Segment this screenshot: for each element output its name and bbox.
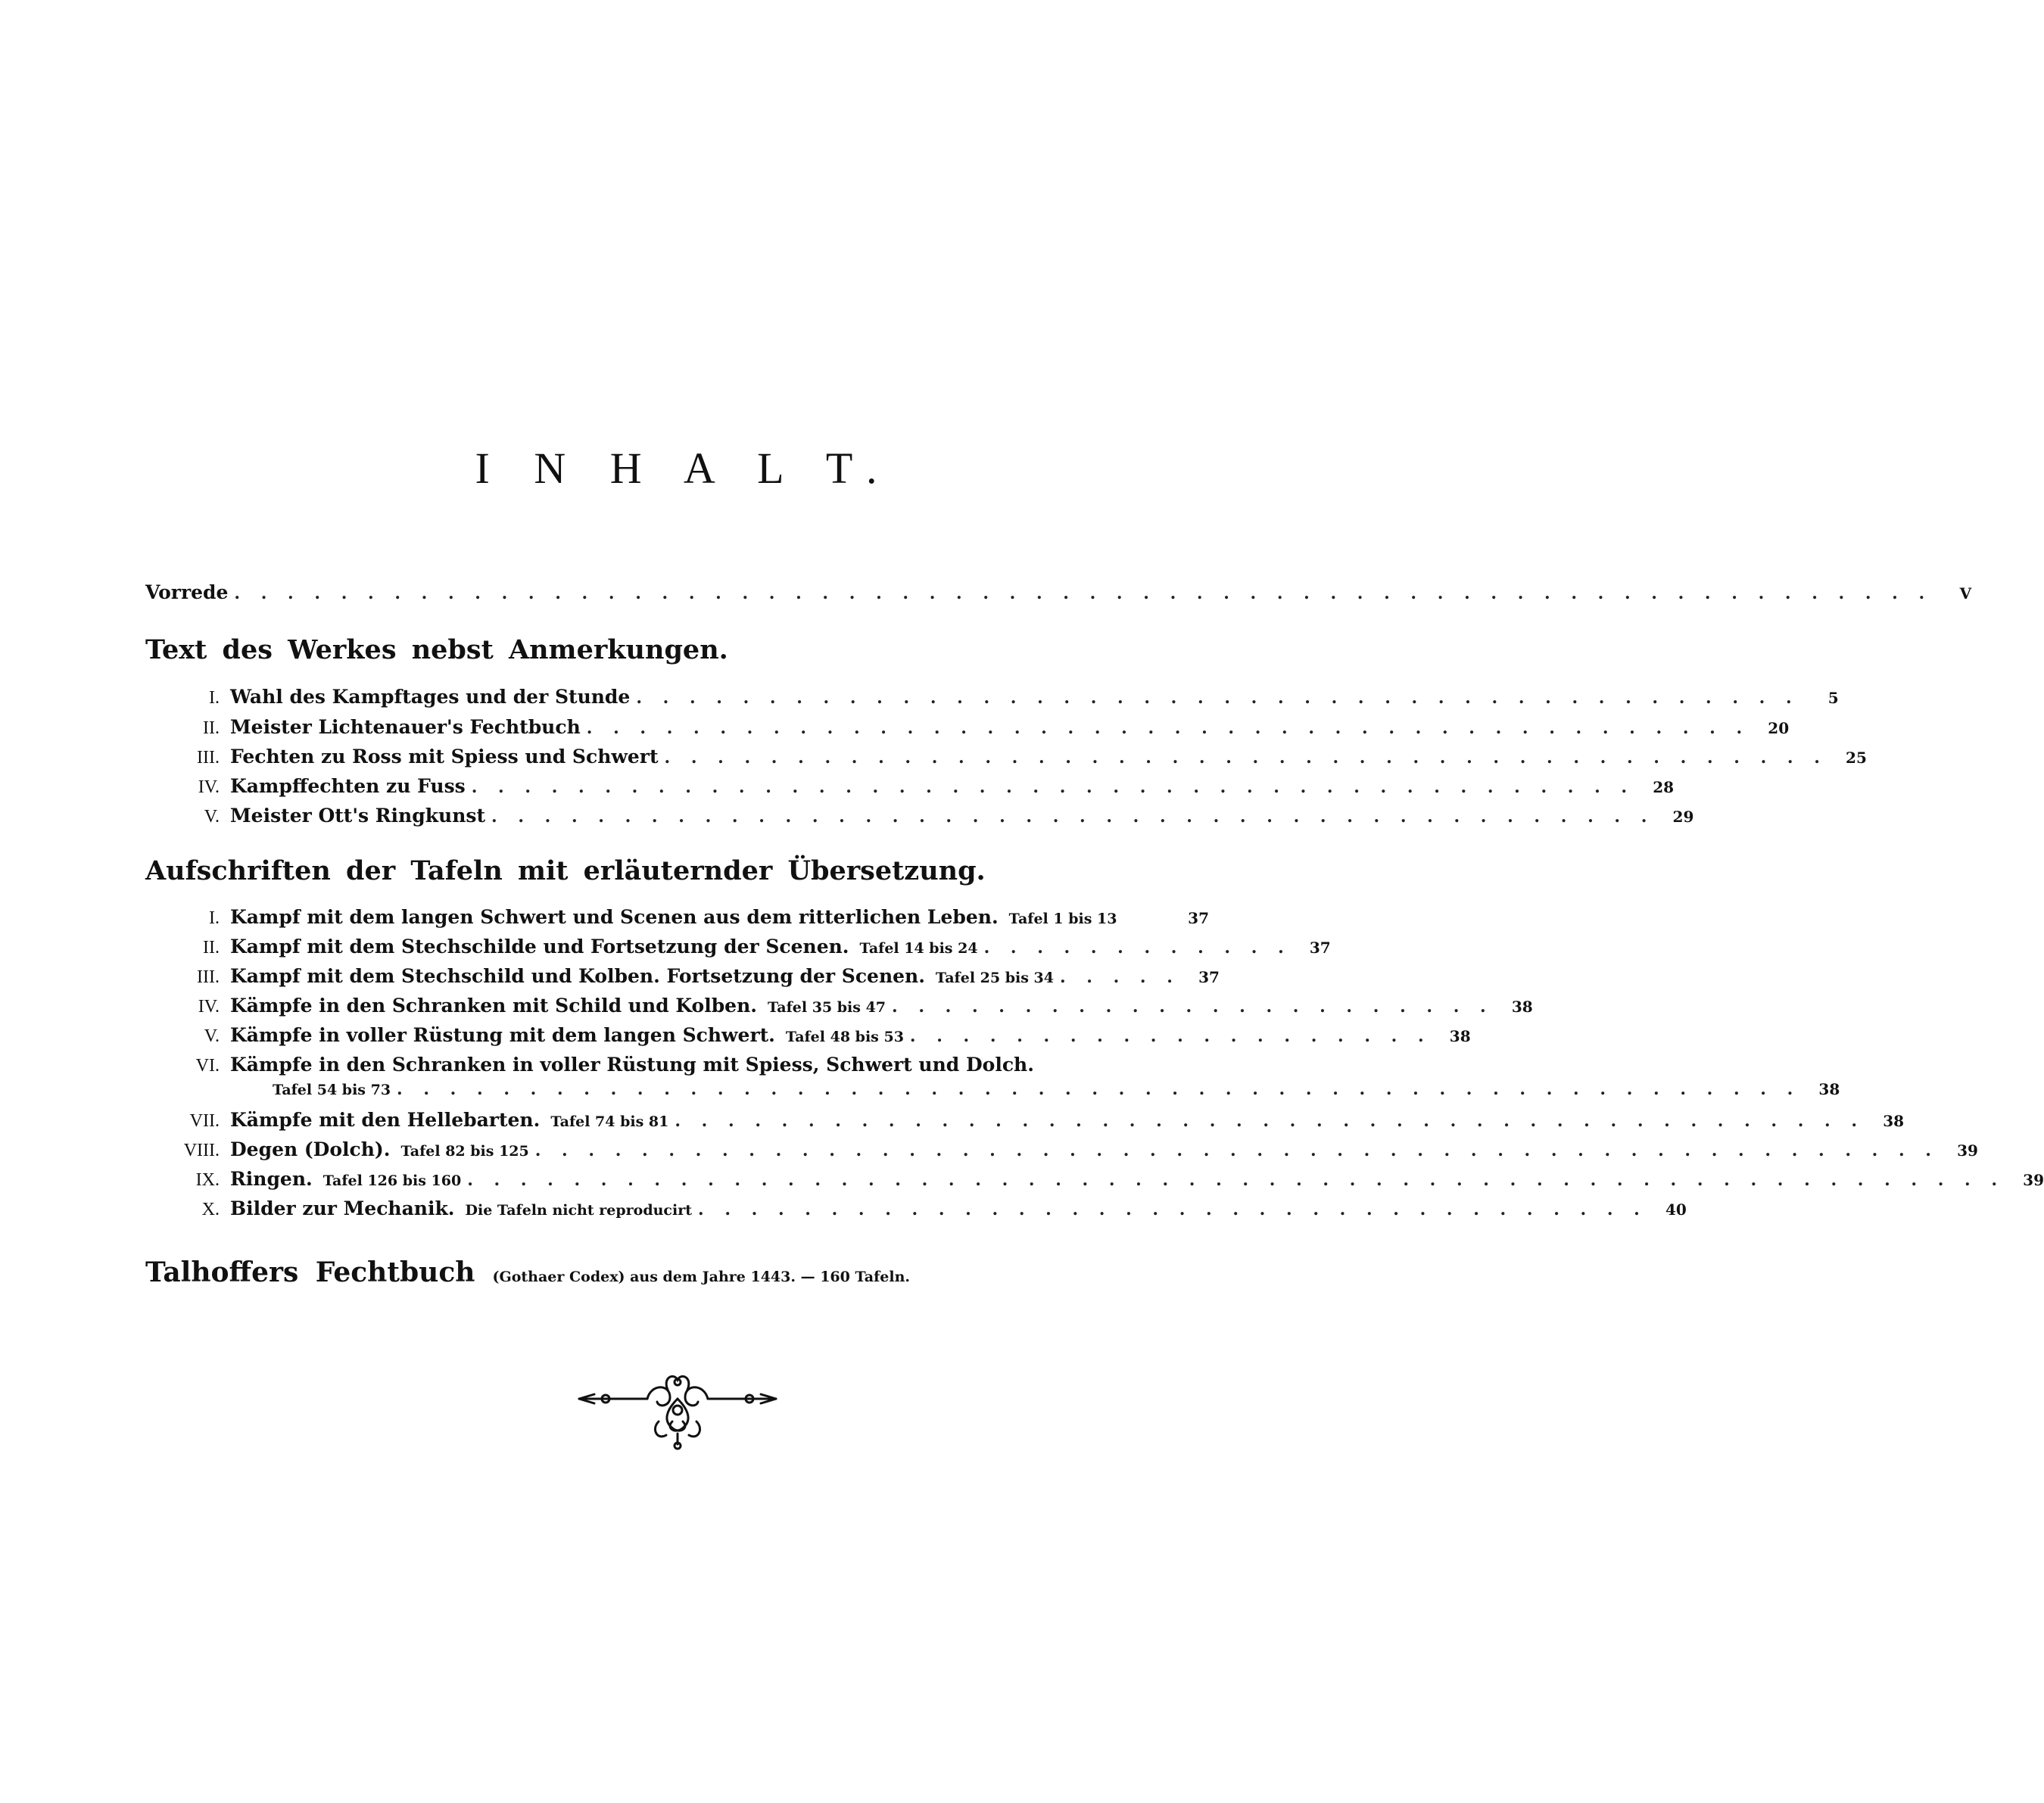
toc-entry-note: Tafel 74 bis 81 bbox=[550, 1113, 669, 1130]
leader-dots: . . . . . . . . . . . . . . . . . . . . . . . . . . . . . . . . . . . . . . . . . . . . bbox=[491, 807, 1655, 827]
toc-entry-label: Kämpfe mit den Hellebarten. bbox=[230, 1109, 541, 1131]
leader-dots: . . . . . . . . . . . . . . . . . . . . . . . . . . . . . . . . . . . . . . . . . . . . . bbox=[675, 1111, 1865, 1131]
toc-entry-number: IX. bbox=[195, 1170, 220, 1190]
toc-entry-number: I. bbox=[209, 688, 220, 708]
toc-entry-label: Kämpfe in den Schranken mit Schild und Kolben. bbox=[230, 995, 757, 1017]
toc-page-number: 38 bbox=[1818, 1080, 1840, 1098]
toc-entry[interactable] bbox=[145, 995, 1533, 1025]
toc-entry-label: Meister Lichtenauer's Fechtbuch bbox=[230, 716, 581, 738]
toc-page-number: V bbox=[1959, 584, 1972, 603]
leader-dots: . . . . . . . . . . . . . . . . . . . . . . . . . . . . . . . . . . . . . . . . . . . . . . . . . . . . . . . . . . . . . . . . bbox=[234, 584, 1933, 603]
leader-dots: . . . . . . . . . . . . . . . . . . . . . . . . . . . . . . . . . . . . . . . . . . . . . . . . . . . . . bbox=[534, 1141, 1939, 1160]
closing-title: Talhoffers Fechtbuch bbox=[145, 1256, 475, 1288]
leader-dots: . . . . . . . . . . . . bbox=[983, 938, 1292, 958]
toc-entry-number: III. bbox=[197, 748, 220, 768]
toc-entry[interactable] bbox=[145, 746, 1867, 776]
toc-entry[interactable] bbox=[145, 775, 1675, 805]
toc-page-number: 39 bbox=[2023, 1171, 2044, 1189]
toc-entry-label: Kämpfe in voller Rüstung mit dem langen Schwert. bbox=[230, 1024, 775, 1046]
toc-page-number: 25 bbox=[1846, 749, 1867, 767]
toc-entry-note: Tafel 54 bis 73 bbox=[273, 1082, 391, 1098]
leader-dots: . . . . . bbox=[1059, 967, 1180, 987]
toc-page-number: 37 bbox=[1198, 968, 1220, 986]
toc-entry-note: Tafel 82 bis 125 bbox=[400, 1143, 529, 1160]
toc-page-number: 38 bbox=[1883, 1112, 1905, 1130]
toc-page-number: 29 bbox=[1672, 808, 1694, 826]
leader-dots: . . . . . . . . . . . . . . . . . . . . . . . . . . . . . . . . . . . . bbox=[698, 1200, 1647, 1219]
toc-entry-note: Tafel 126 bis 160 bbox=[322, 1172, 462, 1189]
toc-entry-label: Kampffechten zu Fuss bbox=[230, 775, 466, 797]
page-title: I N H A L T. bbox=[475, 444, 894, 493]
closing-subtitle: (Gothaer Codex) aus dem Jahre 1443. — 160 Tafeln. bbox=[492, 1269, 911, 1285]
toc-entry-number: IV. bbox=[198, 997, 220, 1017]
toc-entry-number: III. bbox=[197, 967, 220, 987]
leader-dots: . . . . . . . . . . . . . . . . . . . . . . . . . . . . . . . . . . . . . . . . . . . . bbox=[586, 718, 1750, 738]
toc-entry[interactable] bbox=[145, 965, 1220, 995]
leader-dots: . . . . . . . . . . . . . . . . . . . . . . . . . . . . . . . . . . . . . . . . . . . . bbox=[471, 777, 1635, 797]
toc-page-number: 37 bbox=[1309, 939, 1331, 957]
toc-entry-note: Tafel 48 bis 53 bbox=[785, 1029, 904, 1045]
toc-page-number: 5 bbox=[1827, 689, 1839, 707]
toc-page-number: 28 bbox=[1653, 778, 1675, 796]
toc-entry-number: IV. bbox=[198, 777, 220, 797]
toc-entry[interactable] bbox=[145, 716, 1790, 746]
leader-dots: . . . . . . . . . . . . . . . . . . . . . . . . . . . . . . . . . . . . . . . . . . . . bbox=[636, 688, 1799, 708]
floral-vignette-icon bbox=[575, 1369, 780, 1452]
toc-entry[interactable] bbox=[145, 686, 1839, 716]
toc-page-number: 40 bbox=[1665, 1200, 1687, 1219]
toc-entry-number: II. bbox=[203, 718, 220, 738]
toc-entry-continuation[interactable] bbox=[145, 1079, 1840, 1110]
toc-entry[interactable] bbox=[145, 1197, 1687, 1228]
toc-entry-label: Bilder zur Mechanik. bbox=[230, 1197, 455, 1219]
toc-entry-number: X. bbox=[201, 1200, 220, 1219]
toc-entry-label: Wahl des Kampftages und der Stunde bbox=[230, 686, 631, 708]
toc-entry-number: V. bbox=[204, 807, 220, 827]
toc-page-number: 38 bbox=[1449, 1027, 1471, 1045]
toc-entry[interactable] bbox=[145, 805, 1694, 835]
toc-entry-label: Kämpfe in den Schranken in voller Rüstung mit Spiess, Schwert und Dolch. bbox=[230, 1054, 1034, 1076]
toc-entry-number: II. bbox=[203, 938, 220, 958]
toc-entry[interactable] bbox=[145, 906, 1209, 936]
section-heading-text: Text des Werkes nebst Anmerkungen. bbox=[145, 634, 728, 665]
toc-page-number: 39 bbox=[1957, 1141, 1978, 1160]
toc-entry-label: Fechten zu Ross mit Spiess und Schwert bbox=[230, 746, 659, 768]
closing-entry bbox=[145, 1256, 910, 1288]
leader-dots: . . . . . . . . . . . . . . . . . . . . bbox=[909, 1026, 1432, 1046]
toc-entry-label: Degen (Dolch). bbox=[230, 1138, 391, 1160]
toc-entry[interactable] bbox=[145, 1138, 1978, 1169]
toc-entry-number: I. bbox=[209, 908, 220, 928]
toc-entry-number: VIII. bbox=[183, 1141, 220, 1160]
toc-entry-label: Ringen. bbox=[230, 1168, 313, 1190]
toc-entry-label: Meister Ott's Ringkunst bbox=[230, 805, 486, 827]
toc-entry-label: Kampf mit dem Stechschild und Kolben. Fortsetzung der Scenen. bbox=[230, 965, 925, 987]
toc-entry[interactable] bbox=[145, 1168, 2044, 1198]
toc-entry-number: VII. bbox=[189, 1111, 220, 1131]
section-heading-plates: Aufschriften der Tafeln mit erläuternder Übersetzung. bbox=[145, 855, 986, 886]
toc-entry-label: Vorrede bbox=[145, 581, 229, 603]
toc-entry-note: Tafel 14 bis 24 bbox=[859, 940, 978, 957]
toc-entry-preface[interactable] bbox=[145, 581, 1972, 612]
toc-page-number: 37 bbox=[1188, 909, 1209, 927]
toc-entry-label: Kampf mit dem langen Schwert und Scenen aus dem ritterlichen Leben. bbox=[230, 906, 999, 928]
leader-dots: . . . . . . . . . . . . . . . . . . . . . . . . . . . . . . . . . . . . . . . . . . . . . . . . . . . . . . . . . . bbox=[467, 1170, 2005, 1190]
toc-page-number: 20 bbox=[1768, 719, 1790, 737]
toc-entry[interactable] bbox=[145, 1024, 1471, 1054]
toc-entry[interactable] bbox=[145, 936, 1331, 966]
toc-entry-note: Die Tafeln nicht reproducirt bbox=[465, 1202, 692, 1219]
leader-dots: . . . . . . . . . . . . . . . . . . . . . . . . . . . . . . . . . . . . . . . . . . . . . . . . . . . . . bbox=[397, 1079, 1801, 1099]
toc-entry-number: VI. bbox=[195, 1056, 220, 1076]
toc-page-number: 38 bbox=[1511, 998, 1533, 1016]
leader-dots: . . . . . . . . . . . . . . . . . . . . . . . . . . . . . . . . . . . . . . . . . . . . bbox=[664, 748, 1827, 768]
toc-entry[interactable] bbox=[145, 1109, 1905, 1139]
toc-entry-number: V. bbox=[204, 1026, 220, 1046]
toc-entry-note: Tafel 1 bis 13 bbox=[1008, 911, 1117, 927]
toc-entry-note: Tafel 35 bis 47 bbox=[767, 999, 886, 1016]
toc-entry-label: Kampf mit dem Stechschilde und Fortsetzung der Scenen. bbox=[230, 936, 849, 958]
toc-entry-note: Tafel 25 bis 34 bbox=[935, 970, 1054, 986]
leader-dots: . . . . . . . . . . . . . . . . . . . . . . . bbox=[892, 997, 1494, 1017]
